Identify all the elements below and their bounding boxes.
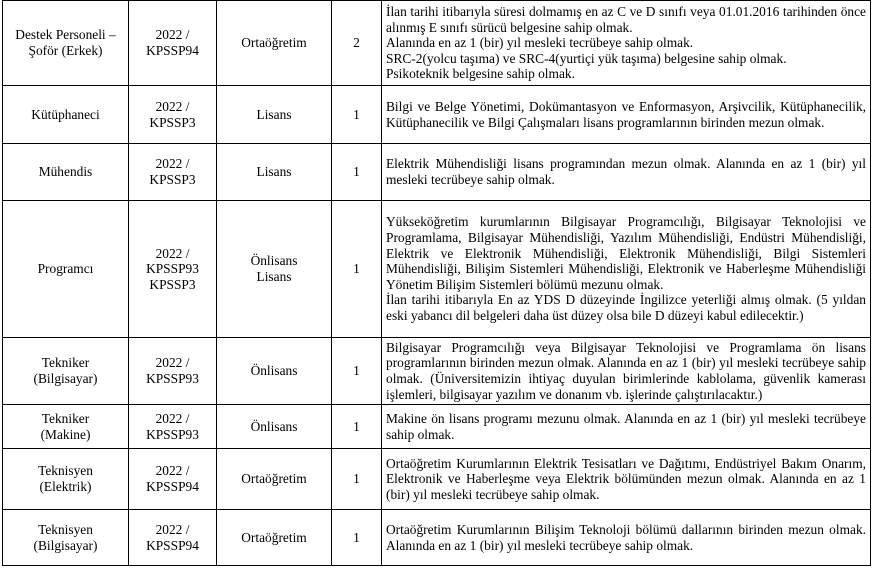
position-title-cell: [3, 1, 129, 86]
position-title-cell: [3, 510, 129, 566]
kpss-code-line: 2022 /: [155, 410, 190, 426]
requirements-cell: [382, 144, 871, 201]
education-level-cell: [217, 86, 332, 144]
table-row: [3, 338, 871, 405]
table-row: [3, 405, 871, 449]
education-level-cell: [217, 201, 332, 338]
positions-table: [2, 0, 871, 566]
requirement-text: Ortaöğretim Kurumlarının Elektrik Tesisatları ve Dağıtımı, Endüstriyel Bakım Onarım, Elektronik ve Haberleşme veya Elektrik bölümünden mezun olmak. Alanında en az 1 (bir) yıl mesleki tecrübeye sahip olmak.: [386, 455, 866, 502]
education-level-line: Önlisans: [250, 418, 298, 434]
position-count-cell: 1: [332, 405, 382, 449]
requirements-cell: [382, 201, 871, 338]
requirement-text: SRC-2(yolcu taşıma) ve SRC-4(yurtiçi yük taşıma) belgesine sahip olmak.: [386, 50, 787, 66]
education-level-line: Lisans: [256, 269, 292, 284]
position-count-cell: 1: [332, 338, 382, 405]
kpss-code-line: 2022 /: [155, 156, 190, 172]
table-row: [3, 1, 871, 86]
requirement-text: Bilgisayar Programcılığı veya Bilgisayar Teknolojisi ve Programlama ön lisans programlarının birinden mezun olmak. Alanında en az 1 (bir) yıl mesleki tecrübeye sahip olmak. (Üniversitemizin ihtiyaç duyulan birimlerinde kablolama, güvenlik kamerası işlemleri, bilgisayar yazılım ve donanım vb. işlerinde çalıştırılacaktır.): [386, 339, 866, 402]
kpss-code-cell: [129, 144, 217, 201]
kpss-code-cell: [129, 86, 217, 144]
position-count-cell: 1: [332, 449, 382, 510]
kpss-code-line: KPSSP94: [146, 43, 199, 58]
position-title-line: (Elektrik): [39, 479, 92, 494]
position-title-cell: [3, 338, 129, 405]
kpss-code-line: KPSSP93: [146, 371, 199, 386]
position-title-line: Teknisyen: [38, 463, 93, 479]
kpss-code-line: 2022 /: [155, 521, 190, 537]
education-level-line: Ortaöğretim: [241, 471, 307, 487]
requirement-text: Alanında en az 1 (bir) yıl mesleki tecrübeye sahip olmak.: [386, 35, 694, 51]
position-title-line: Destek Personeli –: [15, 27, 116, 43]
position-title-line: Programcı: [37, 261, 94, 277]
education-level-line: Önlisans: [250, 253, 298, 269]
kpss-code-cell: [129, 405, 217, 449]
position-title-line: (Bilgisayar): [33, 537, 98, 553]
education-level-line: Önlisans: [250, 363, 298, 379]
requirements-cell: [382, 405, 871, 449]
position-title-line: Şoför (Erkek): [28, 43, 103, 58]
position-title-cell: [3, 201, 129, 338]
requirements-cell: [382, 449, 871, 510]
kpss-code-cell: [129, 510, 217, 566]
kpss-code-line: 2022 /: [155, 463, 190, 479]
education-level-cell: [217, 405, 332, 449]
position-title-line: (Makine): [40, 426, 91, 442]
kpss-code-line: KPSSP94: [146, 537, 199, 553]
education-level-cell: [217, 449, 332, 510]
position-title-cell: [3, 405, 129, 449]
requirement-text: İlan tarihi itibarıyla En az YDS D düzeyinde İngilizce yeterliği almış olmak. (5 yıldan eski yabancı dil belgeleri daha üst düzey olsa bile D düzeyi kabul edilecektir.): [386, 292, 866, 323]
kpss-code-cell: [129, 1, 217, 86]
position-title-cell: [3, 449, 129, 510]
requirement-text: Ortaöğretim Kurumlarının Bilişim Teknoloji bölümü dallarının birinden mezun olmak. Alanında en az 1 (bir) yıl mesleki tecrübeye sahip olmak.: [386, 521, 866, 553]
position-title-cell: [3, 86, 129, 144]
table-row: [3, 201, 871, 338]
position-title-line: Kütüphaneci: [31, 106, 100, 122]
kpss-code-line: 2022 /: [155, 27, 190, 43]
position-count-cell: 1: [332, 144, 382, 201]
education-level-cell: [217, 338, 332, 405]
position-count-cell: 1: [332, 201, 382, 338]
education-level-cell: [217, 1, 332, 86]
education-level-line: Lisans: [256, 106, 292, 122]
requirements-cell: [382, 338, 871, 405]
requirement-text: İlan tarihi itibarıyla süresi dolmamış en az C ve D sınıfı veya 01.01.2016 tarihinden önce alınmış E sınıfı sürücü belgesine sahip olmak.: [386, 4, 866, 35]
requirement-text: Psikoteknik belgesine sahip olmak.: [386, 66, 575, 82]
kpss-code-line: KPSSP3: [149, 172, 196, 187]
education-level-line: Lisans: [256, 164, 292, 180]
kpss-code-line: KPSSP94: [146, 479, 199, 494]
education-level-cell: [217, 510, 332, 566]
kpss-code-line: 2022 /: [155, 355, 190, 371]
education-level-line: Ortaöğretim: [241, 529, 307, 545]
position-title-line: Tekniker: [41, 355, 90, 371]
kpss-code-line: 2022 /: [155, 98, 190, 114]
table-row: [3, 86, 871, 144]
position-title-line: (Bilgisayar): [33, 371, 98, 386]
education-level-cell: [217, 144, 332, 201]
position-count-cell: 2: [332, 1, 382, 86]
position-title-line: Tekniker: [41, 410, 90, 426]
requirement-text: Makine ön lisans programı mezunu olmak. Alanında en az 1 (bir) yıl mesleki tecrübeye sahip olmak.: [386, 410, 866, 442]
kpss-code-line: KPSSP3: [149, 114, 196, 130]
positions-table-body: [3, 1, 871, 566]
position-title-line: Teknisyen: [38, 521, 93, 537]
kpss-code-line: KPSSP93: [146, 426, 199, 442]
requirements-cell: [382, 86, 871, 144]
requirements-cell: [382, 1, 871, 86]
kpss-code-line: 2022 /: [155, 245, 190, 261]
table-row: [3, 510, 871, 566]
requirement-text: Elektrik Mühendisliği lisans programından mezun olmak. Alanında en az 1 (bir) yıl mesleki tecrübeye sahip olmak.: [386, 156, 866, 187]
education-level-line: Ortaöğretim: [241, 35, 307, 51]
requirements-cell: [382, 510, 871, 566]
kpss-code-cell: [129, 201, 217, 338]
kpss-code-line: KPSSP3: [149, 276, 196, 292]
position-title-line: Mühendis: [38, 164, 93, 180]
kpss-code-cell: [129, 338, 217, 405]
kpss-code-line: KPSSP93: [146, 261, 199, 277]
position-count-cell: 1: [332, 510, 382, 566]
table-row: [3, 449, 871, 510]
position-title-cell: [3, 144, 129, 201]
requirement-text: Yükseköğretim kurumlarının Bilgisayar Programcılığı, Bilgisayar Teknolojisi ve Programlama, Bilgisayar Mühendisliği, Yazılım Mühendisliği, Endüstri Mühendisliği, Elektrik ve Elektronik Mühendisliği, Elektronik Mühendisliği, Bilgi Sistemleri Mühendisliği, Bilişim Sistemleri Mühendisliği, Elektronik ve Haberleşme Mühendisliği Yönetim Bilişim Sistemleri bölümü mezunu olmak.: [386, 214, 866, 292]
requirement-text: Bilgi ve Belge Yönetimi, Dokümantasyon ve Enformasyon, Arşivcilik, Kütüphanecilik, Kütüphanecilik ve Bilgi Çalışmaları lisans programlarının birinden mezun olmak.: [386, 98, 866, 130]
table-row: [3, 144, 871, 201]
kpss-code-cell: [129, 449, 217, 510]
position-count-cell: 1: [332, 86, 382, 144]
